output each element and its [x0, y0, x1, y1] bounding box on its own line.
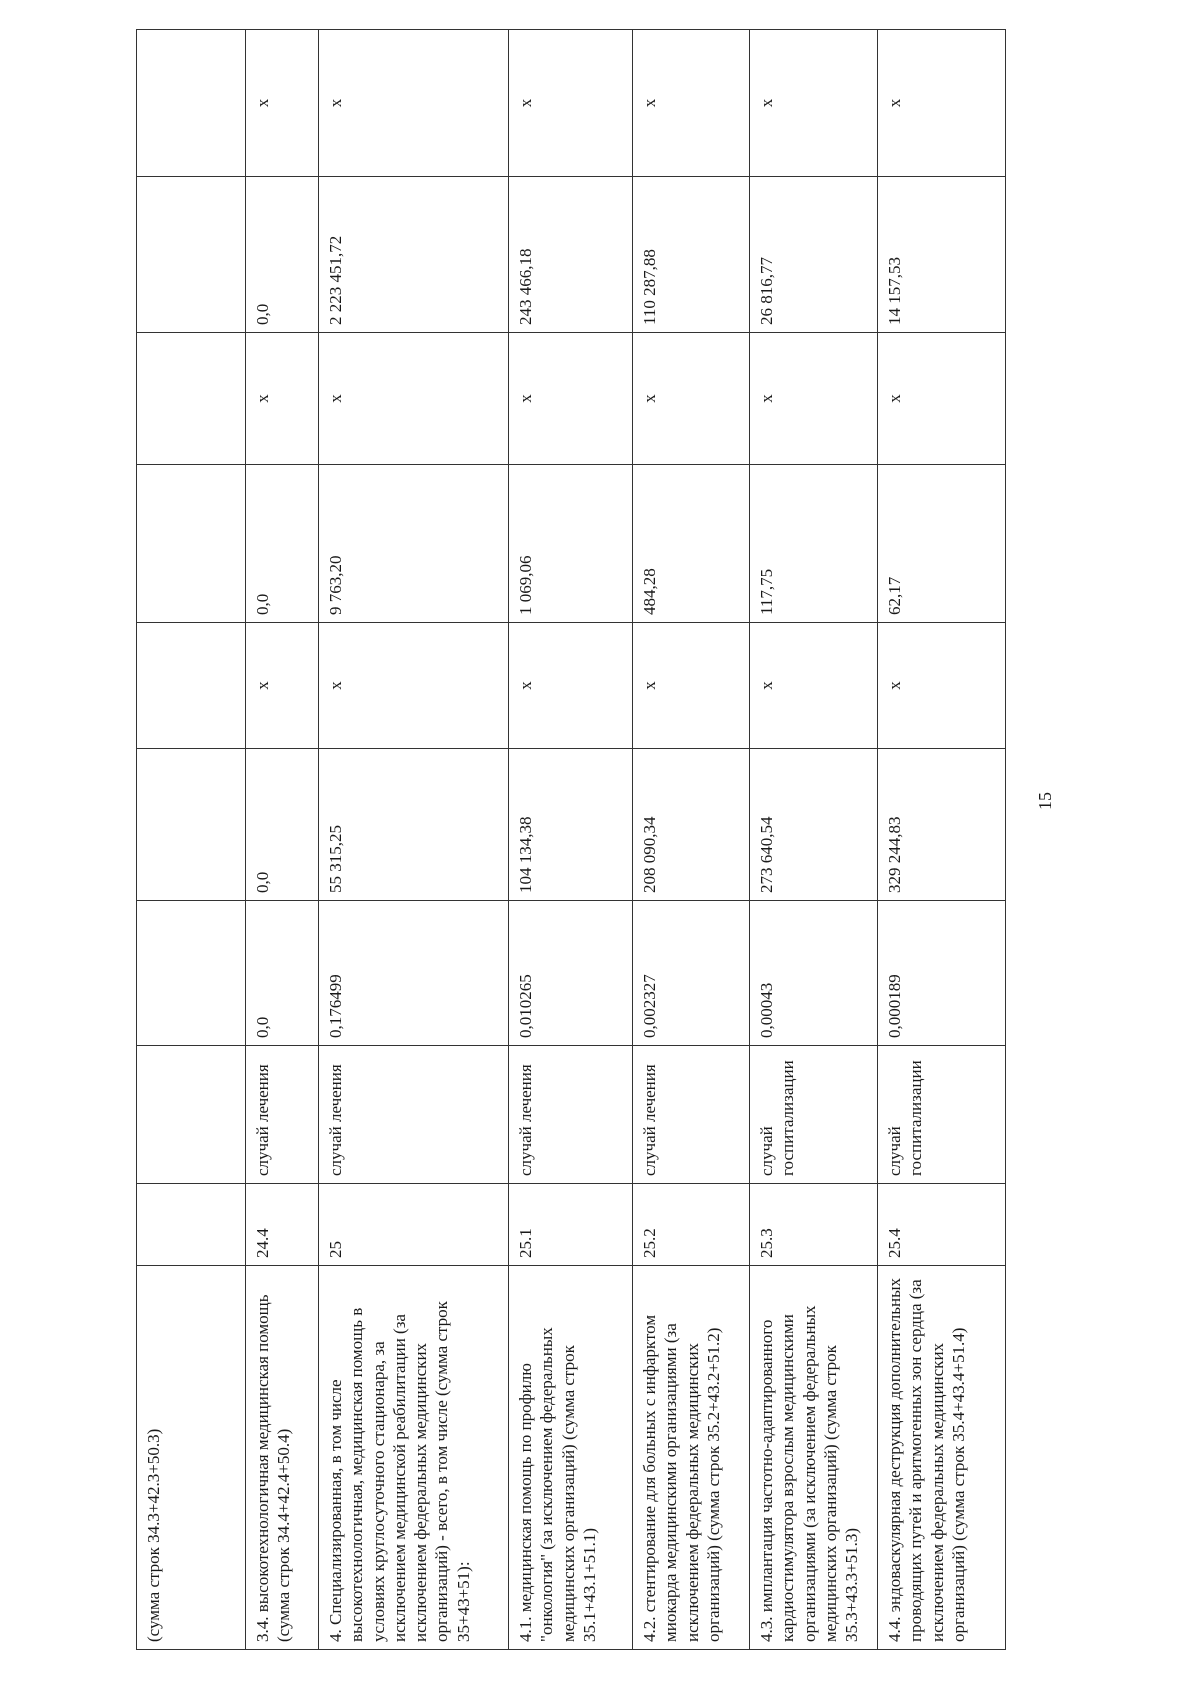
row-x-mark: х — [319, 333, 509, 465]
page-number: 15 — [1035, 792, 1055, 810]
row-unit: случай лечения — [509, 1046, 633, 1184]
row-description: 4.4. эндоваскулярная деструкция дополнительных проводящих путей и аритмогенных зон сердца (за исключением федеральных медицинских организаций) (сумма строк 35.4+43.4+51.4) — [878, 1266, 1006, 1650]
row-line-number: 25.2 — [633, 1184, 750, 1266]
row-per-capita: 1 069,06 — [509, 465, 633, 623]
row-x-mark: х — [246, 30, 319, 177]
table-row — [319, 30, 509, 1650]
row-unit: случай госпитализации — [878, 1046, 1006, 1184]
row-cost — [137, 749, 246, 901]
row-description: (сумма строк 34.3+42.3+50.3) — [137, 1266, 246, 1650]
row-volume — [137, 901, 246, 1046]
row-description: 4. Специализированная, в том числе высокотехнологичная, медицинская помощь в условиях круглосуточного стационара, за исключением медицинской реабилитации (за исключением федеральных медицинских организаций) - всего, в том числе (сумма строк 35+43+51): — [319, 1266, 509, 1650]
row-cost: 329 244,83 — [878, 749, 1006, 901]
row-cost: 55 315,25 — [319, 749, 509, 901]
row-description: 4.1. медицинская помощь по профилю "онкология" (за исключением федеральных медицинских организаций) (сумма строк 35.1+43.1+51.1) — [509, 1266, 633, 1650]
row-total: 110 287,88 — [633, 177, 750, 333]
row-unit: случай лечения — [633, 1046, 750, 1184]
row-x-mark: х — [509, 333, 633, 465]
row-x-mark: х — [750, 333, 878, 465]
row-unit: случай лечения — [246, 1046, 319, 1184]
row-line-number: 24.4 — [246, 1184, 319, 1266]
row-per-capita: 0,0 — [246, 465, 319, 623]
row-volume: 0,176499 — [319, 901, 509, 1046]
table-row — [246, 30, 319, 1650]
row-x-mark: х — [750, 30, 878, 177]
row-x-mark — [137, 623, 246, 749]
row-unit: случай госпитализации — [750, 1046, 878, 1184]
row-total: 0,0 — [246, 177, 319, 333]
row-x-mark — [137, 30, 246, 177]
table-row — [878, 30, 1006, 1650]
row-x-mark: х — [509, 30, 633, 177]
row-cost: 273 640,54 — [750, 749, 878, 901]
row-x-mark: х — [633, 30, 750, 177]
row-cost: 208 090,34 — [633, 749, 750, 901]
row-total: 243 466,18 — [509, 177, 633, 333]
row-per-capita: 9 763,20 — [319, 465, 509, 623]
row-total: 14 157,53 — [878, 177, 1006, 333]
row-total: 26 816,77 — [750, 177, 878, 333]
financing-table — [136, 29, 1006, 1650]
rotated-table-container — [136, 30, 1066, 1650]
row-total: 2 223 451,72 — [319, 177, 509, 333]
table-row — [750, 30, 878, 1650]
row-x-mark: х — [878, 333, 1006, 465]
row-line-number: 25.1 — [509, 1184, 633, 1266]
row-volume: 0,002327 — [633, 901, 750, 1046]
row-x-mark: х — [319, 623, 509, 749]
row-description: 4.2. стентирование для больных с инфарктом миокарда медицинскими организациями (за исключением федеральных медицинских организаций) (сумма строк 35.2+43.2+51.2) — [633, 1266, 750, 1650]
row-per-capita: 117,75 — [750, 465, 878, 623]
row-line-number: 25.4 — [878, 1184, 1006, 1266]
row-cost: 104 134,38 — [509, 749, 633, 901]
row-line-number: 25.3 — [750, 1184, 878, 1266]
row-line-number: 25 — [319, 1184, 509, 1266]
row-x-mark: х — [319, 30, 509, 177]
row-volume: 0,010265 — [509, 901, 633, 1046]
row-cost: 0,0 — [246, 749, 319, 901]
table-row — [633, 30, 750, 1650]
row-x-mark: х — [633, 333, 750, 465]
row-total — [137, 177, 246, 333]
row-description: 4.3. имплантация частотно-адаптированного кардиостимулятора взрослым медицинскими организациями (за исключением федеральных медицинских организаций) (сумма строк 35.3+43.3+51.3) — [750, 1266, 878, 1650]
row-x-mark: х — [750, 623, 878, 749]
row-unit: случай лечения — [319, 1046, 509, 1184]
row-x-mark — [137, 333, 246, 465]
row-x-mark: х — [633, 623, 750, 749]
row-x-mark: х — [246, 333, 319, 465]
table-row — [137, 30, 246, 1650]
row-x-mark: х — [246, 623, 319, 749]
row-volume: 0,000189 — [878, 901, 1006, 1046]
row-x-mark: х — [878, 30, 1006, 177]
row-description: 3.4. высокотехнологичная медицинская помощь (сумма строк 34.4+42.4+50.4) — [246, 1266, 319, 1650]
row-per-capita — [137, 465, 246, 623]
row-volume: 0,00043 — [750, 901, 878, 1046]
row-volume: 0,0 — [246, 901, 319, 1046]
row-unit — [137, 1046, 246, 1184]
row-x-mark: х — [878, 623, 1006, 749]
row-x-mark: х — [509, 623, 633, 749]
row-per-capita: 484,28 — [633, 465, 750, 623]
row-per-capita: 62,17 — [878, 465, 1006, 623]
table-row — [509, 30, 633, 1650]
row-line-number — [137, 1184, 246, 1266]
